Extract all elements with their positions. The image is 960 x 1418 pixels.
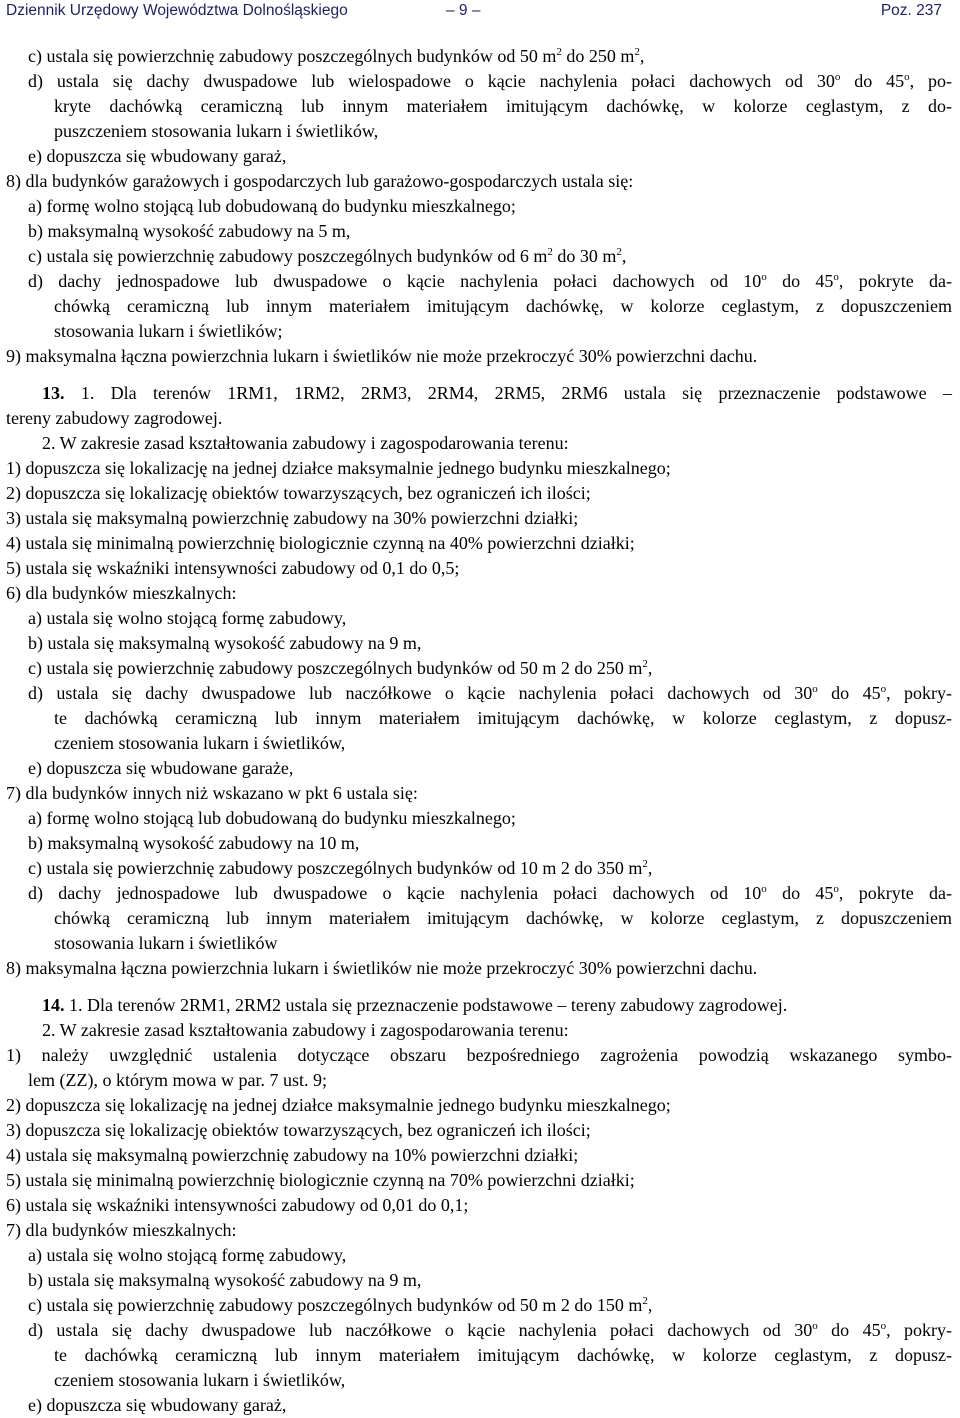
text-segment: 2) dopuszcza się lokalizację na jednej działce maksymalnie jednego budynku mieszkalnego;: [6, 1095, 671, 1115]
text-line: [6, 581, 952, 606]
text-line: [6, 119, 952, 144]
text-segment: 1) dopuszcza się lokalizację na jednej działce maksymalnie jednego budynku mieszkalnego;: [6, 458, 671, 478]
text-line: [6, 481, 952, 506]
text-line: [6, 656, 952, 681]
text-line: [6, 219, 952, 244]
text-line: [6, 531, 952, 556]
text-line: [6, 881, 952, 906]
text-segment: b) maksymalną wysokość zabudowy na 10 m,: [28, 833, 360, 853]
text-line: [6, 1318, 952, 1343]
text-segment: do 45: [840, 71, 905, 91]
superscript: o: [761, 883, 767, 895]
text-line: [6, 1268, 952, 1293]
text-line: [6, 956, 952, 981]
position-number: Poz. 237: [880, 2, 942, 19]
text-segment: ,: [647, 1295, 653, 1315]
text-segment: ,: [647, 858, 653, 878]
text-line: [6, 506, 952, 531]
text-segment: do 250 m: [561, 46, 635, 66]
text-segment: te dachówką ceramiczną lub innym materiałem imitującym dachówkę, w kolorze ceglastym, z dopusz-: [54, 708, 952, 728]
text-segment: te dachówką ceramiczną lub innym materiałem imitującym dachówkę, w kolorze ceglastym, z dopusz-: [54, 1345, 952, 1365]
text-line: [6, 1293, 952, 1318]
text-line: [6, 319, 952, 344]
text-line: [6, 1243, 952, 1268]
text-line: [6, 1093, 952, 1118]
text-segment: tereny zabudowy zagrodowej.: [6, 408, 223, 428]
superscript: 2: [642, 1295, 648, 1307]
text-line: [6, 1193, 952, 1218]
text-line: [6, 556, 952, 581]
text-line: [6, 244, 952, 269]
superscript: o: [904, 71, 910, 83]
text-segment: d) dachy jednospadowe lub dwuspadowe o kącie nachylenia połaci dachowych od 10: [28, 271, 762, 291]
text-line: [6, 631, 952, 656]
text-segment: c) ustala się powierzchnię zabudowy poszczególnych budynków od 10 m 2 do 350 m: [28, 858, 643, 878]
text-line: [6, 931, 952, 956]
text-segment: c) ustala się powierzchnię zabudowy poszczególnych budynków od 50 m 2 do 250 m: [28, 658, 643, 678]
superscript: o: [812, 1320, 818, 1332]
text-segment: b) maksymalną wysokość zabudowy na 5 m,: [28, 221, 351, 241]
text-segment: b) ustala się maksymalną wysokość zabudowy na 9 m,: [28, 633, 422, 653]
text-line: [6, 1068, 952, 1093]
text-line: [6, 1218, 952, 1243]
text-line: [6, 44, 952, 69]
text-segment: czeniem stosowania lukarn i świetlików,: [54, 1370, 346, 1390]
superscript: 2: [547, 246, 553, 258]
text-line: [6, 681, 952, 706]
text-line: [6, 194, 952, 219]
text-segment: do 30 m: [552, 246, 617, 266]
page-number: – 9 –: [446, 2, 481, 19]
text-segment: do 45: [766, 271, 834, 291]
superscript: 2: [642, 658, 648, 670]
text-segment: 8) maksymalna łączna powierzchnia lukarn i świetlików nie może przekroczyć 30% powierzchni dachu.: [6, 958, 758, 978]
text-segment: 1. Dla terenów 2RM1, 2RM2 ustala się przeznaczenie podstawowe – tereny zabudowy zagrodowej.: [64, 995, 788, 1015]
text-segment: 3) dopuszcza się lokalizację obiektów towarzyszących, bez ograniczeń ich ilości;: [6, 1120, 591, 1140]
text-line: [6, 144, 952, 169]
superscript: o: [880, 1320, 887, 1332]
text-line: [6, 731, 952, 756]
paragraph-gap: [6, 981, 952, 993]
text-segment: ,: [621, 246, 627, 266]
text-segment: 4) ustala się minimalną powierzchnię biologicznie czynną na 40% powierzchni działki;: [6, 533, 635, 553]
text-line: [6, 169, 952, 194]
text-segment: 1) należy uwzględnić ustalenia dotyczące obszaru bezpośredniego zagrożenia powodzią wskazanego symbo-: [6, 1045, 952, 1065]
text-segment: czeniem stosowania lukarn i świetlików,: [54, 733, 346, 753]
superscript: 2: [634, 46, 640, 58]
text-line: [6, 381, 952, 406]
superscript: 2: [642, 858, 648, 870]
text-segment: , po-: [909, 71, 952, 91]
text-segment: d) ustala się dachy dwuspadowe lub wielospadowe o kącie nachylenia połaci dachowych od 30: [28, 71, 835, 91]
text-segment: b) ustala się maksymalną wysokość zabudowy na 9 m,: [28, 1270, 422, 1290]
section-number: 14.: [42, 995, 65, 1015]
text-line: [6, 294, 952, 319]
superscript: o: [880, 683, 887, 695]
text-segment: 4) ustala się maksymalną powierzchnię zabudowy na 10% powierzchni działki;: [6, 1145, 579, 1165]
text-line: [6, 706, 952, 731]
text-line: [6, 406, 952, 431]
text-segment: 9) maksymalna łączna powierzchnia lukarn i świetlików nie może przekroczyć 30% powierzchni dachu.: [6, 346, 758, 366]
text-line: [6, 831, 952, 856]
text-segment: stosowania lukarn i świetlików: [54, 933, 278, 953]
text-segment: 7) dla budynków mieszkalnych:: [6, 1220, 237, 1240]
text-segment: c) ustala się powierzchnię zabudowy poszczególnych budynków od 50 m: [28, 46, 557, 66]
text-line: [6, 1393, 952, 1418]
text-segment: 5) ustala się wskaźniki intensywności zabudowy od 0,1 do 0,5;: [6, 558, 460, 578]
text-segment: 2) dopuszcza się lokalizację obiektów towarzyszących, bez ograniczeń ich ilości;: [6, 483, 591, 503]
text-line: [6, 906, 952, 931]
page-header: [6, 0, 952, 22]
text-segment: a) ustala się wolno stojącą formę zabudowy,: [28, 608, 347, 628]
text-segment: do 45: [766, 883, 834, 903]
text-segment: stosowania lukarn i świetlików;: [54, 321, 283, 341]
text-line: [6, 431, 952, 456]
text-line: [6, 606, 952, 631]
text-line: [6, 1343, 952, 1368]
text-segment: 1. Dla terenów 1RM1, 1RM2, 2RM3, 2RM4, 2RM5, 2RM6 ustala się przeznaczenie podstawowe –: [64, 383, 952, 403]
text-line: [6, 756, 952, 781]
text-line: [6, 344, 952, 369]
superscript: o: [833, 883, 839, 895]
text-line: [6, 269, 952, 294]
text-segment: puszczeniem stosowania lukarn i świetlików,: [54, 121, 379, 141]
superscript: o: [833, 271, 839, 283]
text-segment: 6) dla budynków mieszkalnych:: [6, 583, 237, 603]
superscript: 2: [616, 246, 622, 258]
text-line: [6, 993, 952, 1018]
text-segment: e) dopuszcza się wbudowany garaż,: [28, 146, 287, 166]
text-line: [6, 94, 952, 119]
text-line: [6, 806, 952, 831]
text-line: [6, 781, 952, 806]
text-line: [6, 856, 952, 881]
text-segment: kryte dachówką ceramiczną lub innym materiałem imitującym dachówkę, w kolorze ceglastym, z do-: [54, 96, 952, 116]
text-segment: 3) ustala się maksymalną powierzchnię zabudowy na 30% powierzchni działki;: [6, 508, 579, 528]
text-segment: 8) dla budynków garażowych i gospodarczych lub garażowo-gospodarczych ustala się:: [6, 171, 634, 191]
text-segment: a) formę wolno stojącą lub dobudowaną do budynku mieszkalnego;: [28, 808, 516, 828]
text-segment: do 45: [817, 683, 881, 703]
text-segment: chówką ceramiczną lub innym materiałem imitującym dachówkę, w kolorze ceglastym, z dopuszczeniem: [54, 296, 952, 316]
text-line: [6, 456, 952, 481]
text-segment: 7) dla budynków innych niż wskazano w pkt 6 ustala się:: [6, 783, 418, 803]
text-segment: ,: [647, 658, 653, 678]
superscript: o: [761, 271, 767, 283]
superscript: o: [834, 71, 841, 83]
text-segment: 6) ustala się wskaźniki intensywności zabudowy od 0,01 do 0,1;: [6, 1195, 469, 1215]
text-segment: c) ustala się powierzchnię zabudowy poszczególnych budynków od 6 m: [28, 246, 548, 266]
text-line: [6, 69, 952, 94]
text-segment: , pokryte da-: [838, 883, 953, 903]
text-segment: a) formę wolno stojącą lub dobudowaną do budynku mieszkalnego;: [28, 196, 516, 216]
text-segment: d) ustala się dachy dwuspadowe lub naczółkowe o kącie nachylenia połaci dachowych od 30: [28, 683, 813, 703]
text-segment: d) dachy jednospadowe lub dwuspadowe o kącie nachylenia połaci dachowych od 10: [28, 883, 762, 903]
text-segment: lem (ZZ), o którym mowa w par. 7 ust. 9;: [28, 1070, 327, 1090]
document-body: [6, 44, 952, 1418]
text-segment: c) ustala się powierzchnię zabudowy poszczególnych budynków od 50 m 2 do 150 m: [28, 1295, 643, 1315]
text-line: [6, 1018, 952, 1043]
text-segment: 2. W zakresie zasad kształtowania zabudowy i zagospodarowania terenu:: [42, 1020, 569, 1040]
text-segment: , pokry-: [886, 683, 952, 703]
text-segment: 5) ustala się minimalną powierzchnię biologicznie czynną na 70% powierzchni działki;: [6, 1170, 635, 1190]
text-segment: , pokryte da-: [838, 271, 953, 291]
text-segment: chówką ceramiczną lub innym materiałem imitującym dachówkę, w kolorze ceglastym, z dopuszczeniem: [54, 908, 952, 928]
superscript: 2: [556, 46, 562, 58]
text-segment: do 45: [817, 1320, 881, 1340]
text-segment: a) ustala się wolno stojącą formę zabudowy,: [28, 1245, 347, 1265]
paragraph-gap: [6, 369, 952, 381]
text-segment: 2. W zakresie zasad kształtowania zabudowy i zagospodarowania terenu:: [42, 433, 569, 453]
text-line: [6, 1118, 952, 1143]
text-segment: ,: [639, 46, 645, 66]
superscript: o: [812, 683, 818, 695]
text-line: [6, 1043, 952, 1068]
text-segment: , pokry-: [886, 1320, 952, 1340]
text-segment: d) ustala się dachy dwuspadowe lub naczółkowe o kącie nachylenia połaci dachowych od 30: [28, 1320, 813, 1340]
text-line: [6, 1168, 952, 1193]
journal-title: Dziennik Urzędowy Województwa Dolnośląskiego: [6, 2, 348, 19]
text-line: [6, 1143, 952, 1168]
text-segment: e) dopuszcza się wbudowany garaż,: [28, 1395, 287, 1415]
section-number: 13.: [42, 383, 65, 403]
text-line: [6, 1368, 952, 1393]
text-segment: e) dopuszcza się wbudowane garaże,: [28, 758, 294, 778]
